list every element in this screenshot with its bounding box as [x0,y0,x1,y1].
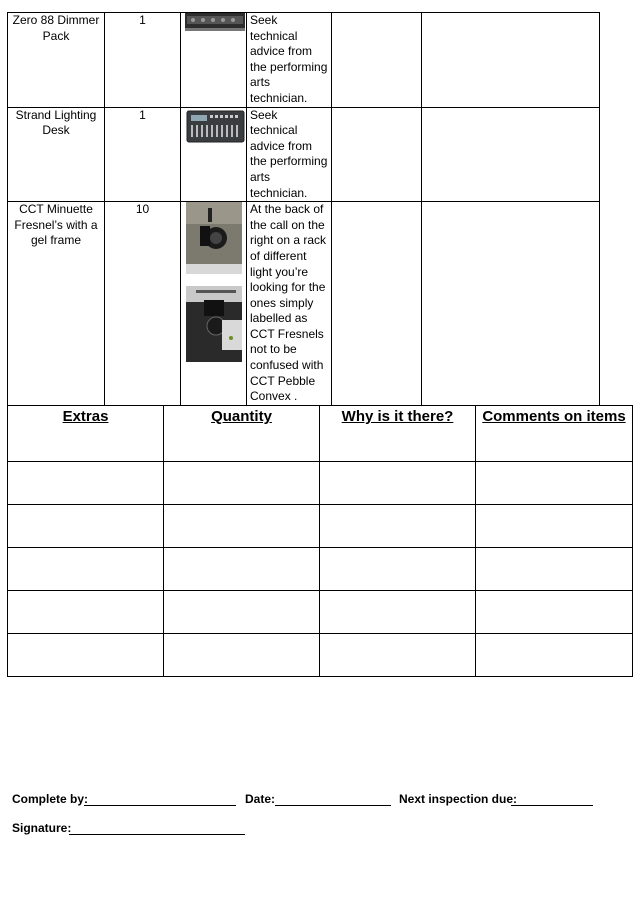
lighting-desk-photo [181,107,247,202]
item-name: CCT Minuette Fresnel’s with a gel frame [8,202,105,406]
table-header-row [8,406,633,462]
complete-by-line[interactable] [84,805,236,806]
table-cell[interactable] [164,591,320,634]
table-row [8,202,600,406]
next-inspection-field [399,792,517,806]
table-row [8,591,633,634]
item-quantity: 10 [105,202,181,406]
comments-header: Comments on items [476,406,633,462]
table-cell[interactable] [320,505,476,548]
next-inspection-line[interactable] [511,805,593,806]
extras-header: Extras [8,406,164,462]
signature-line[interactable] [69,834,245,835]
table-cell[interactable] [164,634,320,677]
signature-field [12,821,71,835]
empty-cell [422,13,600,108]
empty-cell [422,107,600,202]
item-name: Zero 88 Dimmer Pack [8,13,105,108]
table-cell[interactable] [8,634,164,677]
table-cell[interactable] [8,462,164,505]
table-row [8,634,633,677]
table-cell[interactable] [476,505,633,548]
date-line[interactable] [275,805,391,806]
item-name: Strand Lighting Desk [8,107,105,202]
table-row [8,107,600,202]
dimmer-pack-photo [181,13,247,108]
table-cell[interactable] [476,548,633,591]
table-cell[interactable] [320,548,476,591]
complete-by-field [12,792,88,806]
complete-by-label: Complete by: [12,792,89,806]
table-cell[interactable] [476,634,633,677]
table-cell[interactable] [320,462,476,505]
table-row [8,505,633,548]
fresnel-light-photo [181,202,247,406]
next-inspection-label: Next inspection due: [399,792,518,806]
item-location: Seek technical advice from the performing arts technician. [247,13,332,108]
empty-cell [332,107,422,202]
table-row [8,462,633,505]
table-cell[interactable] [476,462,633,505]
table-cell[interactable] [8,548,164,591]
quantity-header: Quantity [164,406,320,462]
table-cell[interactable] [8,591,164,634]
item-quantity: 1 [105,13,181,108]
date-label: Date: [245,792,276,806]
table-cell[interactable] [320,591,476,634]
table-row [8,548,633,591]
fresnel-light-icon [186,202,242,274]
item-location: At the back of the call on the right on a rack of different light you’re looking for the ones simply labelled as CCT Fresnels not to be confused with CCT Pebble Convex . [247,202,332,406]
table-cell[interactable] [320,634,476,677]
date-field [245,792,275,806]
lighting-desk-icon [186,109,246,145]
table-cell[interactable] [164,505,320,548]
item-quantity: 1 [105,107,181,202]
dimmer-pack-icon [185,13,247,33]
item-location: Seek technical advice from the performing arts technician. [247,107,332,202]
table-cell[interactable] [164,548,320,591]
empty-cell [332,13,422,108]
empty-cell [422,202,600,406]
inventory-table [7,12,600,406]
table-cell[interactable] [476,591,633,634]
fresnel-light-icon [186,286,242,362]
extras-table [7,405,633,677]
table-cell[interactable] [8,505,164,548]
signature-label: Signature: [12,821,72,835]
table-row [8,13,600,108]
empty-cell [332,202,422,406]
table-cell[interactable] [164,462,320,505]
why-header: Why is it there? [320,406,476,462]
